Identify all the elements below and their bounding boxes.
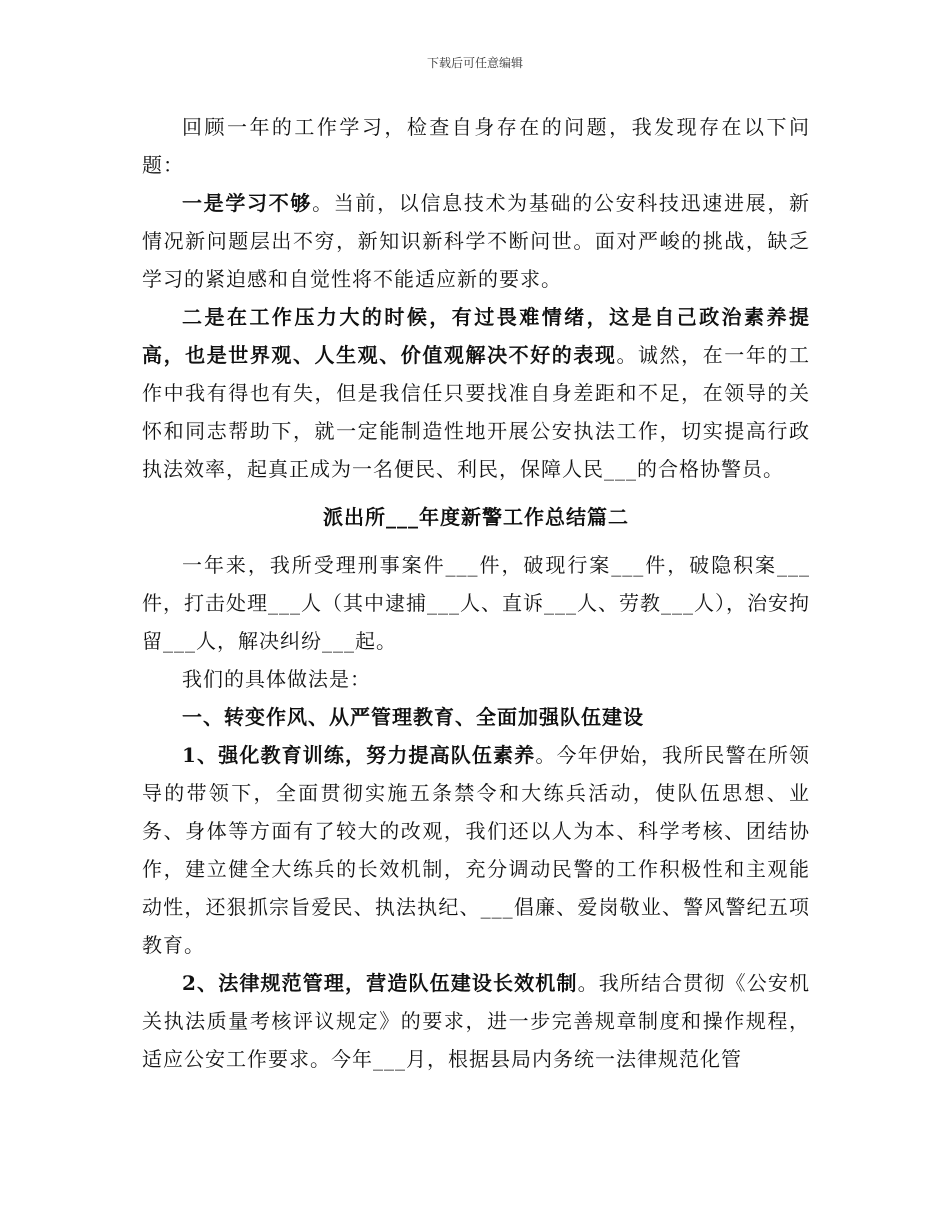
section-title: 派出所___年度新警工作总结篇二 bbox=[323, 505, 629, 529]
paragraph-lead: 二是在工作压力大的时候，有过畏难情绪，这是自己政治素养提高，也是世界观、人生观、价值观解决不好的表现 bbox=[142, 305, 810, 367]
section-heading: 一、转变作风、从严管理教育、全面加强队伍建设 bbox=[182, 705, 644, 729]
paragraph-methods-intro: 我们的具体做法是： bbox=[182, 667, 371, 691]
paragraph-lead: 一是学习不够 bbox=[182, 191, 313, 215]
paragraph-text: 。我所结合贯彻《公安机关执法质量考核评议规定》的要求，进一步完善规章制度和操作规程，适应公安工作要求。今年___月，根据县局内务统一法律规范化管 bbox=[142, 971, 810, 1071]
paragraph-review: 回顾一年的工作学习，检查自身存在的问题，我发现存在以下问题： bbox=[142, 115, 810, 177]
paragraph-training bbox=[142, 736, 810, 964]
paragraph-text: 。当前，以信息技术为基础的公安科技迅速进展，新情况新问题层出不穷，新知识新科学不断问世。面对严峻的挑战，缺乏学习的紧迫感和自觉性将不能适应新的要求。 bbox=[142, 191, 811, 291]
paragraph-study bbox=[142, 184, 810, 298]
paragraph-regulation bbox=[142, 964, 810, 1078]
paragraph-lead: 1、强化教育训练，努力提高队伍素养 bbox=[182, 743, 536, 767]
paragraph-text: 。诚然，在一年的工作中我有得也有失，但是我信任只要找准自身差距和不足，在领导的关怀和同志帮助下，就一定能制造性地开展公安执法工作，切实提高行政执法效率，起真正成为一名便民、利民，保障人民___的合格协警员。 bbox=[142, 343, 811, 481]
paragraph-statistics: 一年来，我所受理刑事案件___件，破现行案___件，破隐积案___件，打击处理___人（其中逮捕___人、直诉___人、劳教___人），治安拘留___人，解决纠纷___起。 bbox=[142, 553, 810, 653]
paragraph-text: 。今年伊始，我所民警在所领导的带领下，全面贯彻实施五条禁令和大练兵活动，使队伍思想、业务、身体等方面有了较大的改观，我们还以人为本、科学考核、团结协作，建立健全大练兵的长效机制，充分调动民警的工作积极性和主观能动性，还狠抓宗旨爱民、执法执纪、___倡廉、爱岗敬业、警风警纪五项教育。 bbox=[142, 743, 810, 957]
paragraph-pressure bbox=[142, 298, 810, 488]
document-body bbox=[142, 108, 810, 1078]
paragraph-lead: 2、法律规范管理，营造队伍建设长效机制 bbox=[182, 971, 578, 995]
page-header: 下载后可任意编辑 bbox=[426, 56, 523, 70]
